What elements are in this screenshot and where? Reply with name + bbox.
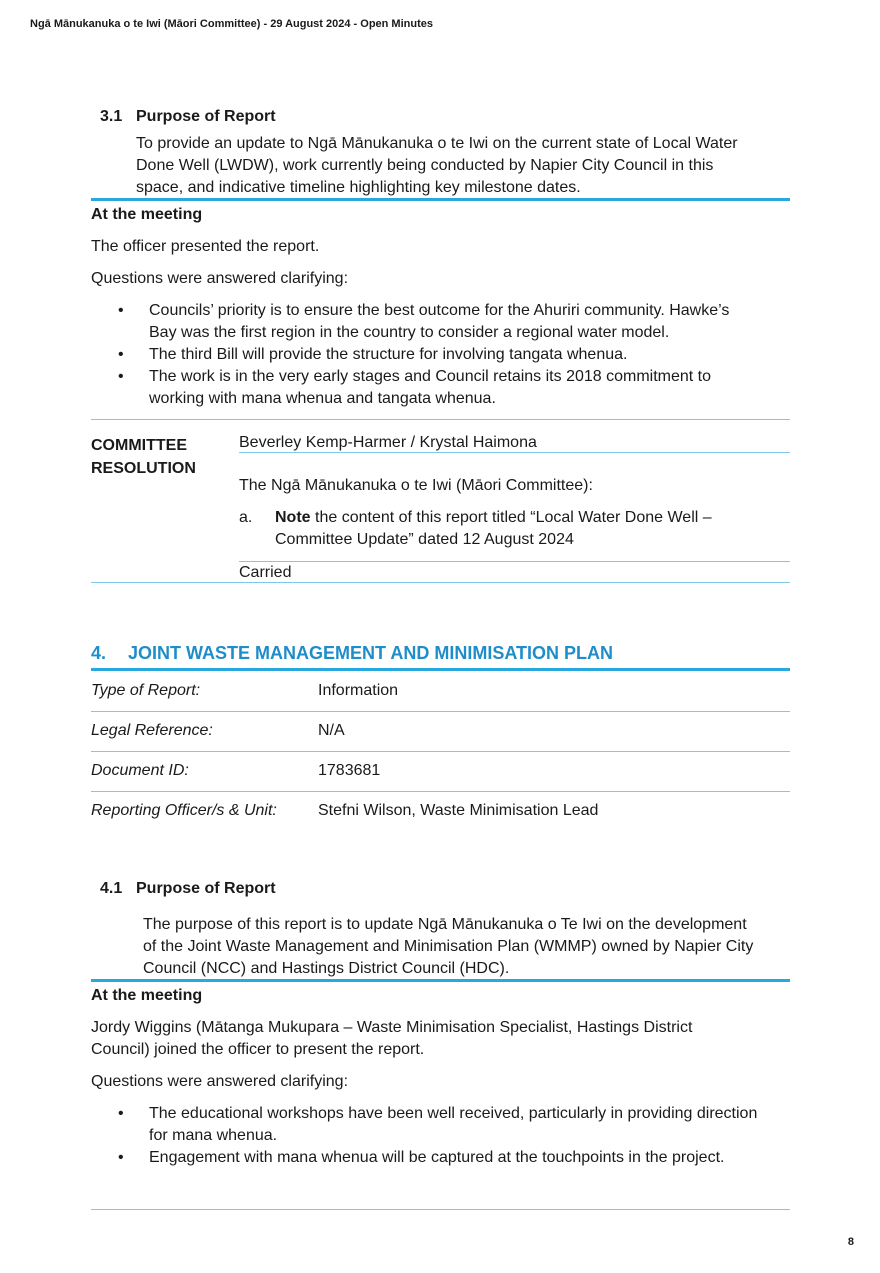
section-3-1-purpose bbox=[136, 133, 796, 199]
bullet-list bbox=[91, 300, 801, 410]
questions-text: Questions were answered clarifying: bbox=[91, 270, 349, 287]
list-item: • The third Bill will provide the structure for involving tangata whenua. bbox=[118, 346, 628, 363]
list-item: • Councils’ priority is to ensure the best outcome for the Ahuriri community. Hawke’s Bay was the first region in the country to consider a regional water model. bbox=[118, 302, 730, 341]
text-line: space, and indicative timeline highlighting key milestone dates. bbox=[136, 179, 581, 196]
text-line: Done Well (LWDW), work currently being conducted by Napier City Council in this bbox=[136, 157, 714, 174]
section-4-1-heading: 4.1 Purpose of Report bbox=[100, 880, 276, 897]
divider bbox=[91, 711, 790, 712]
divider bbox=[239, 561, 790, 562]
divider bbox=[91, 751, 790, 752]
list-item: • Engagement with mana whenua will be captured at the touchpoints in the project. bbox=[118, 1149, 725, 1166]
at-meeting-heading: At the meeting bbox=[91, 206, 203, 223]
text-line: Council (NCC) and Hastings District Council (HDC). bbox=[143, 960, 510, 977]
resolution-item: a. Note the content of this report titled “Local Water Done Well – Committee Update” dated 12 August 2024 bbox=[239, 509, 712, 548]
item-text: the content of this report titled “Local Water Done Well – bbox=[310, 509, 712, 526]
text-line: of the Joint Waste Management and Minimisation Plan (WMMP) owned by Napier City bbox=[143, 938, 754, 955]
divider bbox=[91, 419, 790, 420]
meta-label: Legal Reference: bbox=[91, 722, 213, 739]
at-meeting-heading: At the meeting bbox=[91, 987, 203, 1004]
divider bbox=[239, 452, 790, 453]
list-item: • The work is in the very early stages and Council retains its 2018 commitment to working with mana whenua and tangata whenua. bbox=[118, 368, 712, 407]
section-3-1-heading bbox=[100, 108, 276, 126]
divider bbox=[91, 198, 790, 201]
divider bbox=[91, 979, 790, 982]
page-number: 8 bbox=[847, 1236, 854, 1248]
section-4-heading: 4. JOINT WASTE MANAGEMENT AND MINIMISATION PLAN bbox=[91, 643, 613, 663]
meta-value: Stefni Wilson, Waste Minimisation Lead bbox=[318, 802, 599, 819]
text-line: To provide an update to Ngā Mānukanuka o te Iwi on the current state of Local Water bbox=[136, 135, 738, 152]
meta-label: Reporting Officer/s & Unit: bbox=[91, 802, 277, 819]
divider bbox=[91, 668, 790, 671]
divider bbox=[91, 1209, 790, 1210]
list-item: • The educational workshops have been well received, particularly in providing direction for mana whenua. bbox=[118, 1105, 758, 1144]
section-number: 3.1 bbox=[100, 108, 123, 125]
document-header: Ngā Mānukanuka o te Iwi (Māori Committee) - 29 August 2024 - Open Minutes bbox=[30, 18, 433, 30]
resolution-intro: The Ngā Mānukanuka o te Iwi (Māori Committee): bbox=[239, 477, 593, 494]
meta-label: Type of Report: bbox=[91, 682, 201, 699]
meta-value: N/A bbox=[318, 722, 345, 739]
text-line: The purpose of this report is to update Ngā Mānukanuka o Te Iwi on the development bbox=[143, 916, 747, 933]
section-title: Purpose of Report bbox=[136, 108, 276, 125]
item-bold: Note bbox=[275, 509, 311, 526]
divider bbox=[91, 582, 790, 583]
resolution-movers: Beverley Kemp-Harmer / Krystal Haimona bbox=[239, 434, 537, 451]
resolution-label: COMMITTEE RESOLUTION bbox=[91, 437, 196, 477]
presented-text: Jordy Wiggins (Mātanga Mukupara – Waste Minimisation Specialist, Hastings District Council) joined the officer to present the report. bbox=[91, 1019, 693, 1058]
resolution-outcome: Carried bbox=[239, 564, 292, 581]
section-4-1-purpose bbox=[143, 914, 823, 980]
presented-text: The officer presented the report. bbox=[91, 238, 320, 255]
meta-value: Information bbox=[318, 682, 399, 699]
divider bbox=[91, 791, 790, 792]
meta-label: Document ID: bbox=[91, 762, 189, 779]
questions-text: Questions were answered clarifying: bbox=[91, 1073, 349, 1090]
bullet-list bbox=[91, 1103, 811, 1169]
meta-value: 1783681 bbox=[318, 762, 381, 779]
item-letter: a. bbox=[239, 509, 253, 526]
